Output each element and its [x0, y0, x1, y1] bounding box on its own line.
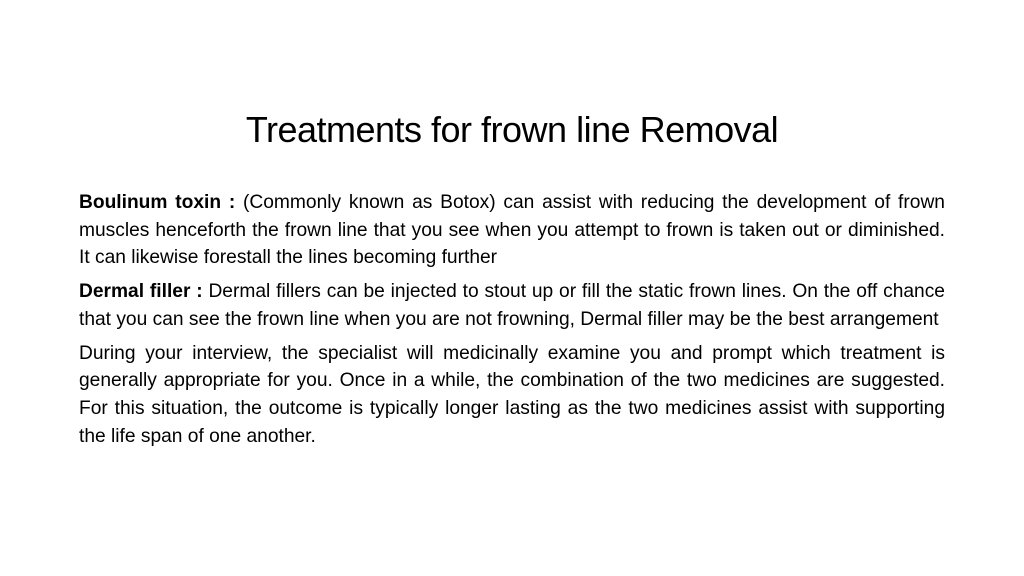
- paragraph-interview: [79, 340, 945, 451]
- term-botox: Boulinum toxin :: [79, 192, 236, 213]
- paragraph-botox-text: (Commonly known as Botox) can assist with reducing the development of frown muscles henceforth the frown line that you see when you attempt to frown is taken out or diminished. It can likewise forestall the lines becoming further: [79, 192, 945, 269]
- slide-body: [79, 189, 945, 456]
- paragraph-botox: [79, 189, 945, 272]
- paragraph-dermal-filler: [79, 278, 945, 333]
- slide-title: Treatments for frown line Removal: [245, 109, 779, 150]
- paragraph-interview-text: During your interview, the specialist will medicinally examine you and prompt which treatment is generally appropriate for you. Once in a while, the combination of the two medicines are suggested. For this situation, the outcome is typically longer lasting as the two medicines assist with supporting the life span of one another.: [79, 342, 945, 447]
- term-dermal-filler: Dermal filler :: [79, 281, 203, 303]
- paragraph-dermal-filler-text: Dermal fillers can be injected to stout up or fill the static frown lines. On the off chance that you can see the frown line when you are not frowning, Dermal filler may be the best arrangement: [79, 281, 945, 330]
